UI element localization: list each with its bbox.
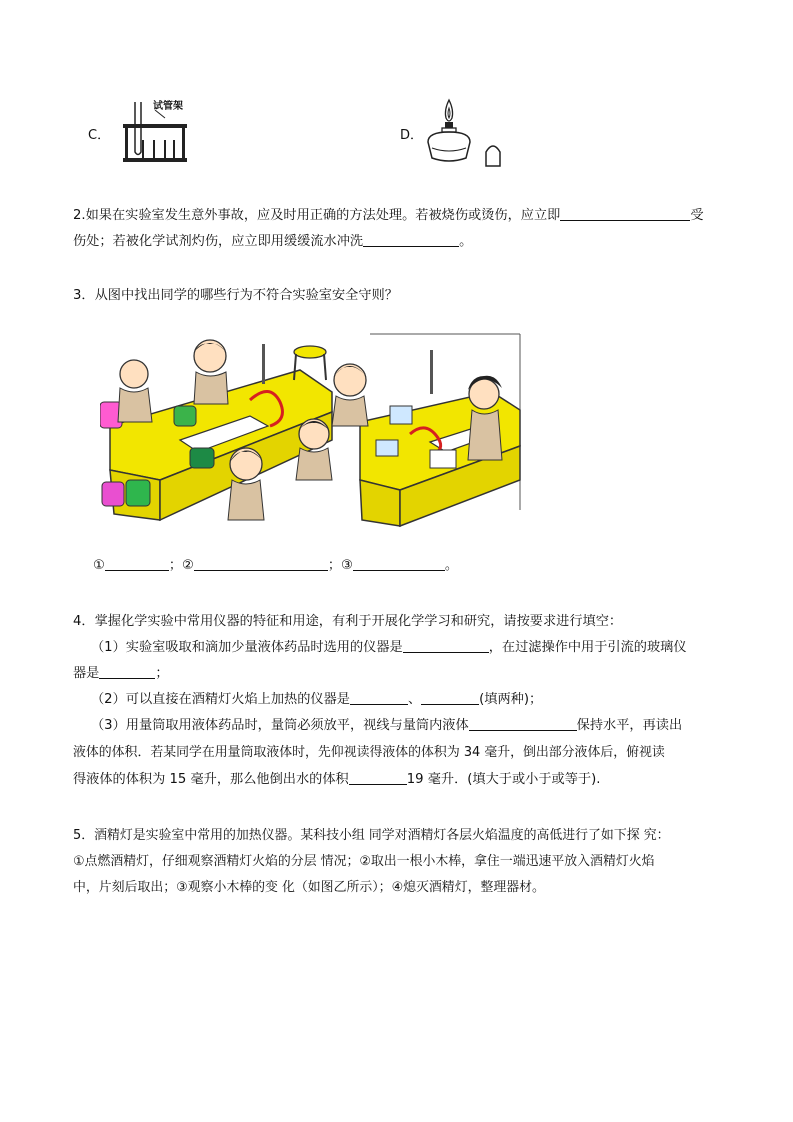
- q3-blank-1[interactable]: [105, 556, 169, 571]
- q2-blank-2[interactable]: [363, 232, 459, 247]
- rack-label: 试管架: [153, 101, 183, 112]
- test-tube-rack-figure: [115, 96, 195, 166]
- q2-line1: 2.如果在实验室发生意外事故，应及时用正确的方法处理。若被烧伤或烫伤，应立即 受: [73, 208, 704, 223]
- q2-line2: 伤处；若被化学试剂灼伤，应立即用缓缓流水冲洗 。: [73, 234, 473, 249]
- q3-answers: ① ；② ；③ 。: [93, 558, 459, 573]
- q5-line1: 5．酒精灯是实验室中常用的加热仪器。某科技小组 同学对酒精灯各层火焰温度的高低进行了如下探 究：: [73, 828, 670, 843]
- q4-blank-heat-1[interactable]: [350, 690, 408, 705]
- q3-title: 3．从图中找出同学的哪些行为不符合实验室安全守则？: [73, 288, 398, 303]
- q4-part3-line1: （3）用量筒取用液体药品时，量筒必须放平，视线与量筒内液体 保持水平，再读出: [91, 718, 683, 733]
- q4-blank-meniscus[interactable]: [469, 716, 577, 731]
- lab-cartoon-image: [100, 330, 532, 530]
- q4-part1-line1: （1）实验室吸取和滴加少量液体药品时选用的仪器是 ，在过滤操作中用于引流的玻璃仪: [91, 640, 687, 655]
- q3-blank-3[interactable]: [353, 556, 445, 571]
- q4-part1-line2: 器是 ；: [73, 666, 169, 681]
- option-d-label: D．: [400, 128, 424, 143]
- q4-title: 4．掌握化学实验中常用仪器的特征和用途，有利于开展化学学习和研究，请按要求进行填空：: [73, 614, 623, 629]
- q3-blank-2[interactable]: [194, 556, 328, 571]
- q4-part3-line2: 液体的体积．若某同学在用量筒取液体时，先仰视读得液体的体积为 34 毫升，倒出部分液体后，俯视读: [73, 745, 665, 760]
- q4-blank-heat-2[interactable]: [421, 690, 479, 705]
- option-c-label: C．: [88, 128, 111, 143]
- q4-blank-glass-rod[interactable]: [99, 664, 155, 679]
- q4-part3-line3: 得液体的体积为 15 毫升，那么他倒出水的体积 19 毫升．(填大于或小于或等于).: [73, 772, 601, 787]
- q4-blank-dropper[interactable]: [403, 638, 489, 653]
- q5-line2: ①点燃酒精灯，仔细观察酒精灯火焰的分层 情况；②取出一根小木棒，拿住一端迅速平放入酒精灯火焰: [73, 854, 655, 869]
- q5-line3: 中，片刻后取出；③观察小木棒的变 化（如图乙所示）；④熄灭酒精灯，整理器材。: [73, 880, 545, 895]
- q2-blank-1[interactable]: [560, 206, 690, 221]
- alcohol-lamp-figure: [420, 96, 510, 168]
- q4-part2: （2）可以直接在酒精灯火焰上加热的仪器是 、 (填两种)；: [91, 692, 543, 707]
- q4-blank-volume[interactable]: [349, 770, 407, 785]
